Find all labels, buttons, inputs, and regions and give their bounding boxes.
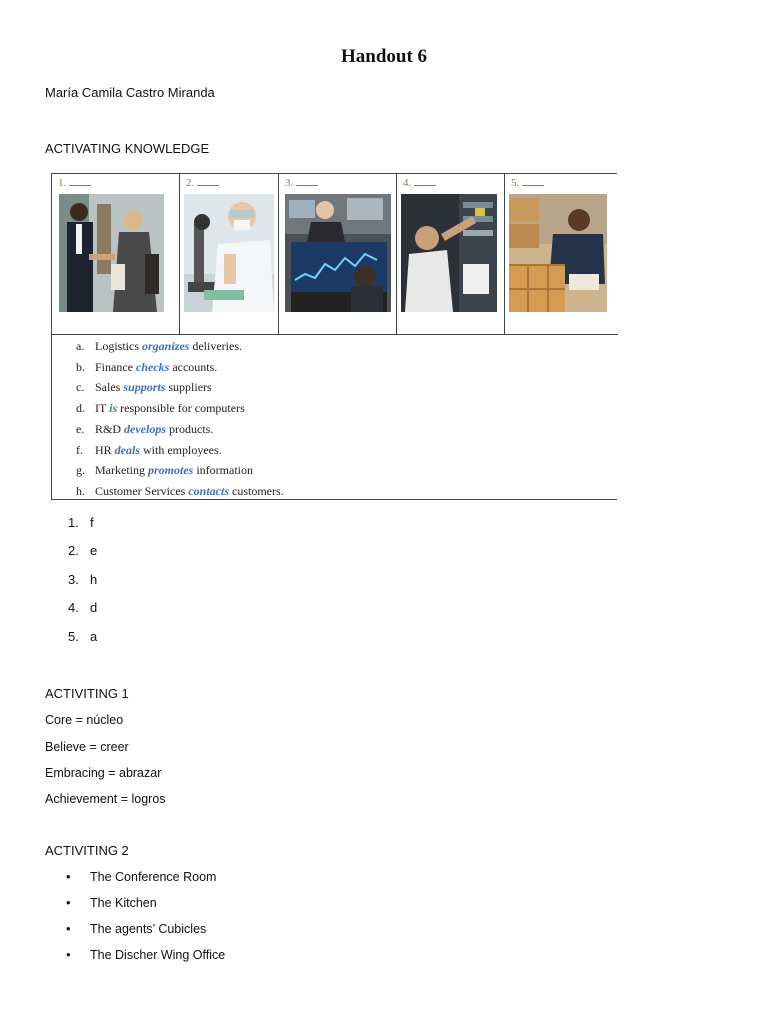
vocab-item: Achievement = logros: [45, 792, 166, 806]
statement-item: e. R&D develops products.: [76, 421, 214, 436]
answer-item: 1. f: [68, 515, 94, 530]
photo-it-technician: [401, 194, 497, 312]
section-heading-activiting-1: ACTIVITING 1: [45, 686, 129, 701]
room-item: • The agents’ Cubicles: [66, 921, 207, 936]
vocab-item: Embracing = abrazar: [45, 766, 162, 780]
photo-warehouse-worker: [509, 194, 607, 312]
bullet-icon: •: [66, 921, 71, 936]
statement-item: a. Logistics organizes deliveries.: [76, 339, 242, 353]
photo-handshake: [59, 194, 164, 312]
panel-number: 3.: [285, 176, 318, 189]
photo-panel-1: [52, 174, 180, 334]
statement-item: f. HR deals with employees.: [76, 442, 222, 457]
room-item: • The Discher Wing Office: [66, 947, 226, 962]
section-heading-activating-knowledge: ACTIVATING KNOWLEDGE: [45, 141, 210, 156]
bullet-icon: •: [66, 947, 71, 962]
statement-item: d. IT is responsible for computers: [76, 401, 245, 416]
author-name: María Camila Castro Miranda: [45, 85, 215, 100]
statement-item: c. Sales supports suppliers: [76, 380, 212, 395]
document-title: Handout 6: [340, 46, 428, 67]
answer-item: 3. h: [68, 571, 98, 587]
panel-number: 5.: [511, 176, 544, 189]
vocab-item: Believe = creer: [45, 740, 129, 754]
room-item: • The Conference Room: [66, 869, 217, 884]
answer-item: 4. d: [68, 600, 98, 616]
answer-item: 2. e: [68, 543, 98, 559]
statement-item: g. Marketing promotes information: [76, 463, 253, 478]
photo-panel-4: [397, 174, 505, 334]
exercise-figure: [51, 173, 617, 500]
photo-trading-desk: [285, 194, 391, 312]
room-item: • The Kitchen: [66, 895, 157, 910]
section-heading-activiting-2: ACTIVITING 2: [45, 843, 129, 858]
panel-number: 2.: [186, 176, 219, 189]
bullet-icon: •: [66, 869, 71, 884]
statement-list: [76, 336, 284, 502]
photo-panel-5: [505, 174, 618, 334]
statement-item: h. Customer Services contacts customers.: [76, 483, 284, 498]
photo-scientist: [184, 194, 274, 312]
panel-number: 1.: [58, 176, 91, 189]
answer-list: [68, 515, 97, 657]
photo-panel-3: [279, 174, 397, 334]
statement-item: b. Finance checks accounts.: [76, 359, 218, 374]
panel-number: 4.: [403, 176, 436, 189]
vocab-item: Core = núcleo: [45, 713, 124, 727]
photo-panel-2: [180, 174, 279, 334]
room-list: [66, 869, 225, 973]
bullet-icon: •: [66, 895, 71, 910]
answer-item: 5. a: [68, 628, 98, 644]
photo-panels: [52, 174, 618, 335]
